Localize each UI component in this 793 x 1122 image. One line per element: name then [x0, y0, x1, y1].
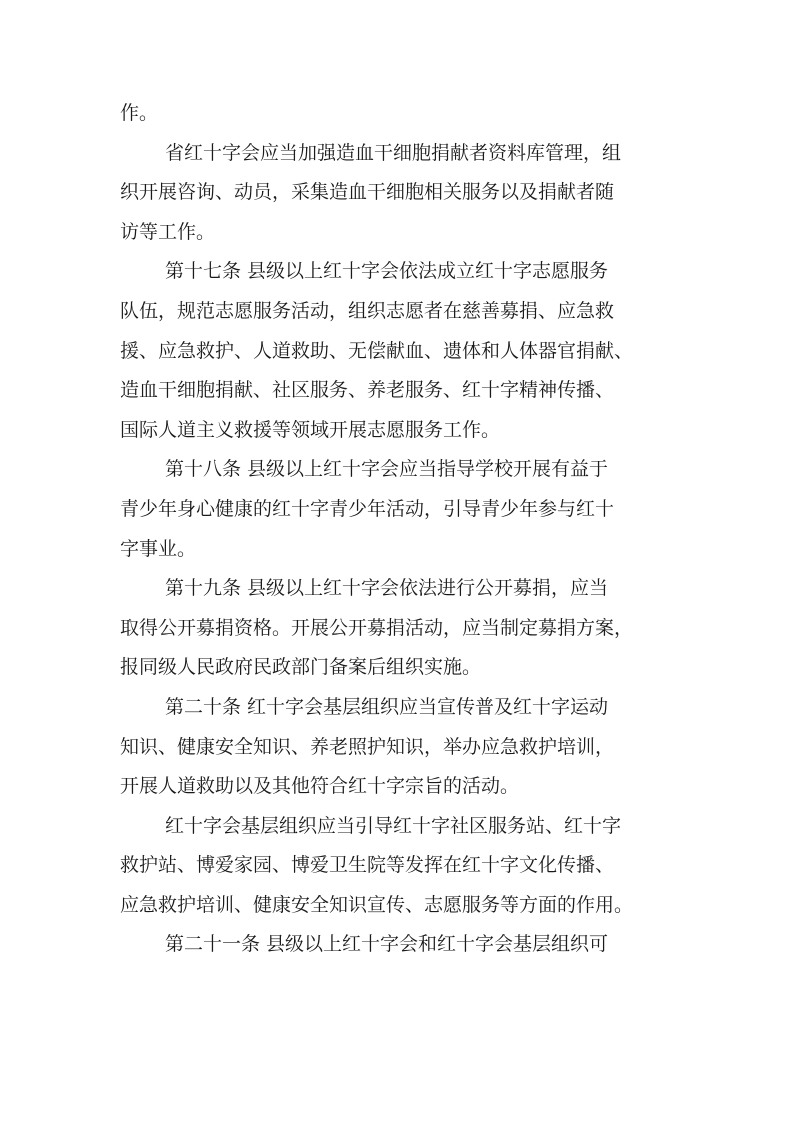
article-20-line: 第二十条 红十字会基层组织应当宣传普及红十字运动 — [165, 695, 609, 718]
text-line: 开展人道救助以及其他符合红十字宗旨的活动。 — [120, 775, 520, 798]
document-body — [120, 94, 678, 965]
text-line: 队伍，规范志愿服务活动，组织志愿者在慈善募捐、应急救 — [120, 299, 615, 322]
text-line: 应急救护培训、健康安全知识宣传、志愿服务等方面的作用。 — [120, 893, 634, 916]
paragraph-start-line: 红十字会基层组织应当引导红十字社区服务站、红十字 — [165, 814, 622, 837]
text-line: 知识、健康安全知识、养老照护知识，举办应急救护培训， — [120, 735, 615, 758]
article-17-line: 第十七条 县级以上红十字会依法成立红十字志愿服务 — [165, 260, 609, 283]
text-line: 青少年身心健康的红十字青少年活动，引导青少年参与红十 — [120, 497, 615, 520]
text-line: 国际人道主义救援等领域开展志愿服务工作。 — [120, 418, 501, 441]
article-18-line: 第十八条 县级以上红十字会应当指导学校开展有益于 — [165, 458, 609, 481]
text-line: 救护站、博爱家园、博爱卫生院等发挥在红十字文化传播、 — [120, 854, 615, 877]
paragraph-start-line: 省红十字会应当加强造血干细胞捐献者资料库管理，组 — [165, 141, 622, 164]
text-line: 作。 — [120, 102, 159, 124]
article-21-line: 第二十一条 县级以上红十字会和红十字会基层组织可 — [165, 933, 609, 956]
text-line: 报同级人民政府民政部门备案后组织实施。 — [120, 656, 482, 679]
text-line: 援、应急救护、人道救助、无偿献血、遗体和人体器官捐献、 — [120, 339, 634, 362]
text-line: 取得公开募捐资格。开展公开募捐活动，应当制定募捐方案， — [120, 616, 634, 639]
text-line: 造血干细胞捐献、社区服务、养老服务、红十字精神传播、 — [120, 379, 615, 402]
text-line: 字事业。 — [120, 537, 197, 560]
article-19-line: 第十九条 县级以上红十字会依法进行公开募捐，应当 — [165, 577, 609, 600]
text-line: 织开展咨询、动员，采集造血干细胞相关服务以及捐献者随 — [120, 181, 615, 204]
text-line: 访等工作。 — [120, 220, 216, 243]
